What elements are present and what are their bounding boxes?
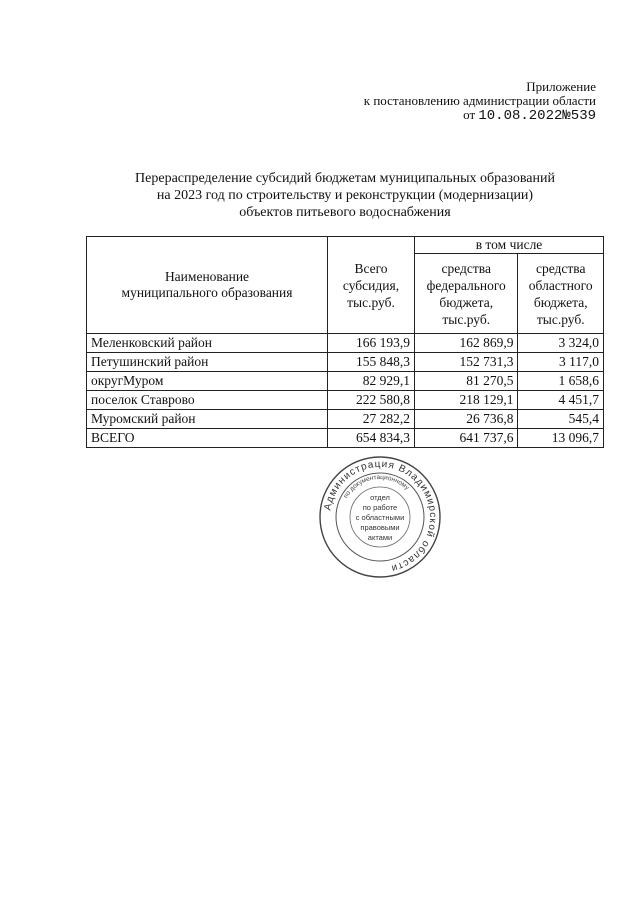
stamp-ring-text: Администрация Владимирской области [322,458,439,574]
appendix-resolution: к постановлению администрации области [363,93,596,108]
cell-total: 654 834,3 [328,429,415,448]
table-row [87,410,604,429]
stamp-center-line: актами [367,533,393,542]
stamp-center-line: с областными [355,513,405,522]
cell-federal: 218 129,1 [415,391,518,410]
cell-name: ВСЕГО [87,429,328,448]
cell-regional: 545,4 [518,410,604,429]
cell-total: 27 282,2 [328,410,415,429]
col-header-name: Наименование муниципального образования [87,237,328,334]
stamp-center-line: отдел [370,493,390,502]
appendix-date-line [364,108,596,123]
official-stamp [318,455,442,579]
title-line-1: Перераспределение субсидий бюджетам муниципальных образований [135,171,555,186]
cell-regional: 13 096,7 [518,429,604,448]
cell-name: округМуром [87,372,328,391]
cell-federal: 162 869,9 [415,334,518,353]
col-header-regional: средства областного бюджета, тыс.руб. [518,254,604,334]
resolution-number: №539 [562,108,596,124]
table-row [87,372,604,391]
date-prefix: от [463,107,476,122]
cell-regional: 1 658,6 [518,372,604,391]
col-header-total: Всего субсидия, тыс.руб. [328,237,415,334]
cell-name: Меленковский район [87,334,328,353]
cell-federal: 641 737,6 [415,429,518,448]
document-title [60,170,630,221]
cell-name: Петушинский район [87,353,328,372]
cell-name: Муромский район [87,410,328,429]
title-line-3: объектов питьевого водоснабжения [239,205,451,220]
col-header-federal: средства федерального бюджета, тыс.руб. [415,254,518,334]
stamp-inner-ring-text: по документационному [342,473,411,500]
resolution-date: 10.08.2022 [478,108,563,124]
cell-regional: 3 324,0 [518,334,604,353]
table-row [87,353,604,372]
table-row [87,391,604,410]
cell-total: 82 929,1 [328,372,415,391]
cell-total: 155 848,3 [328,353,415,372]
appendix-block [364,80,596,123]
cell-total: 222 580,8 [328,391,415,410]
title-line-2: на 2023 год по строительству и реконструкции (модернизации) [156,188,534,203]
stamp-center-line: по работе [362,503,398,512]
subsidy-table [86,236,604,448]
col-header-group: в том числе [415,237,604,254]
cell-name: поселок Ставрово [87,391,328,410]
cell-regional: 4 451,7 [518,391,604,410]
cell-regional: 3 117,0 [518,353,604,372]
stamp-center-line: правовыми [360,523,400,532]
table-row [87,334,604,353]
table-total-row [87,429,604,448]
cell-federal: 26 736,8 [415,410,518,429]
appendix-title: Приложение [526,79,596,94]
cell-total: 166 193,9 [328,334,415,353]
cell-federal: 152 731,3 [415,353,518,372]
cell-federal: 81 270,5 [415,372,518,391]
